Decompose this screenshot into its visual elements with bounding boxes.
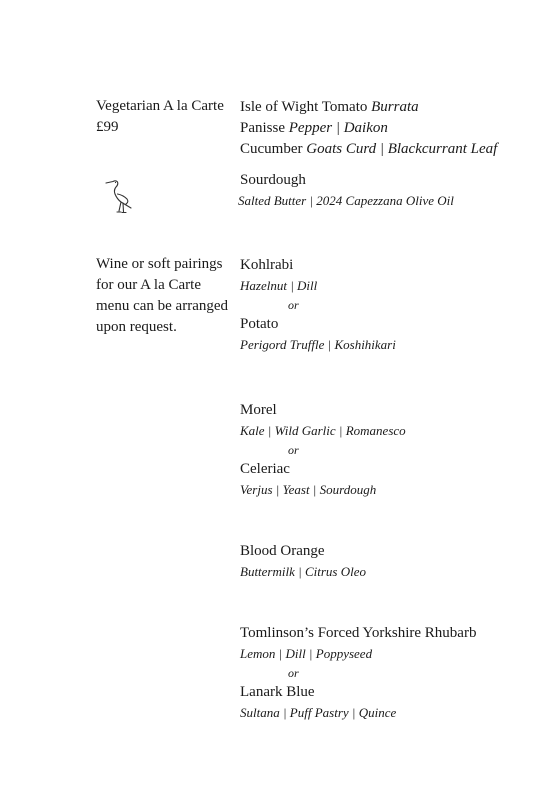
dish-name: Potato xyxy=(240,316,279,332)
dish-name: Kohlrabi xyxy=(240,257,294,273)
menu-item xyxy=(240,97,540,118)
heron-icon xyxy=(104,178,136,214)
dish-detail: Lemon | Dill | Poppyseed xyxy=(240,646,373,661)
dish-name: Panisse xyxy=(240,120,285,136)
dish-detail: Sultana | Puff Pastry | Quince xyxy=(240,705,397,720)
menu-price: £99 xyxy=(96,119,119,135)
dish-detail: Goats Curd | Blackcurrant Leaf xyxy=(306,141,498,157)
or-separator: or xyxy=(288,666,299,680)
pairing-note-line: Wine or soft pairings xyxy=(96,256,223,272)
dish-name: Isle of Wight Tomato xyxy=(240,99,368,115)
dessert-course xyxy=(240,623,540,723)
dish-detail: Buttermilk | Citrus Oleo xyxy=(240,564,366,579)
menu-item xyxy=(240,139,540,160)
pairing-note-line: for our A la Carte xyxy=(96,277,201,293)
pairing-note-line: menu can be arranged xyxy=(96,298,229,314)
dish-detail: Salted Butter | 2024 Capezzana Olive Oil xyxy=(238,193,454,208)
or-separator: or xyxy=(288,443,299,457)
dish-detail: Burrata xyxy=(371,99,419,115)
bread-course xyxy=(238,170,538,211)
dish-detail: Verjus | Yeast | Sourdough xyxy=(240,482,377,497)
dish-detail: Perigord Truffle | Koshihikari xyxy=(240,337,396,352)
dish-name: Sourdough xyxy=(240,172,306,188)
menu-title: Vegetarian A la Carte xyxy=(96,98,224,114)
dish-name: Blood Orange xyxy=(240,543,325,559)
snacks-course xyxy=(240,97,540,160)
menu-item xyxy=(240,118,540,139)
menu-heading xyxy=(96,96,236,138)
pre-dessert-course xyxy=(240,541,540,582)
or-separator: or xyxy=(288,298,299,312)
dish-detail: Hazelnut | Dill xyxy=(240,278,318,293)
dish-name: Tomlinson’s Forced Yorkshire Rhubarb xyxy=(240,625,477,641)
pairing-note xyxy=(96,254,236,338)
dish-name: Lanark Blue xyxy=(240,684,315,700)
first-course xyxy=(240,255,540,355)
dish-name: Celeriac xyxy=(240,461,290,477)
dish-detail: Kale | Wild Garlic | Romanesco xyxy=(240,423,406,438)
pairing-note-line: upon request. xyxy=(96,319,177,335)
main-course xyxy=(240,400,540,500)
dish-detail: Pepper | Daikon xyxy=(288,120,388,136)
dish-name: Morel xyxy=(240,402,277,418)
dish-name: Cucumber xyxy=(240,141,303,157)
